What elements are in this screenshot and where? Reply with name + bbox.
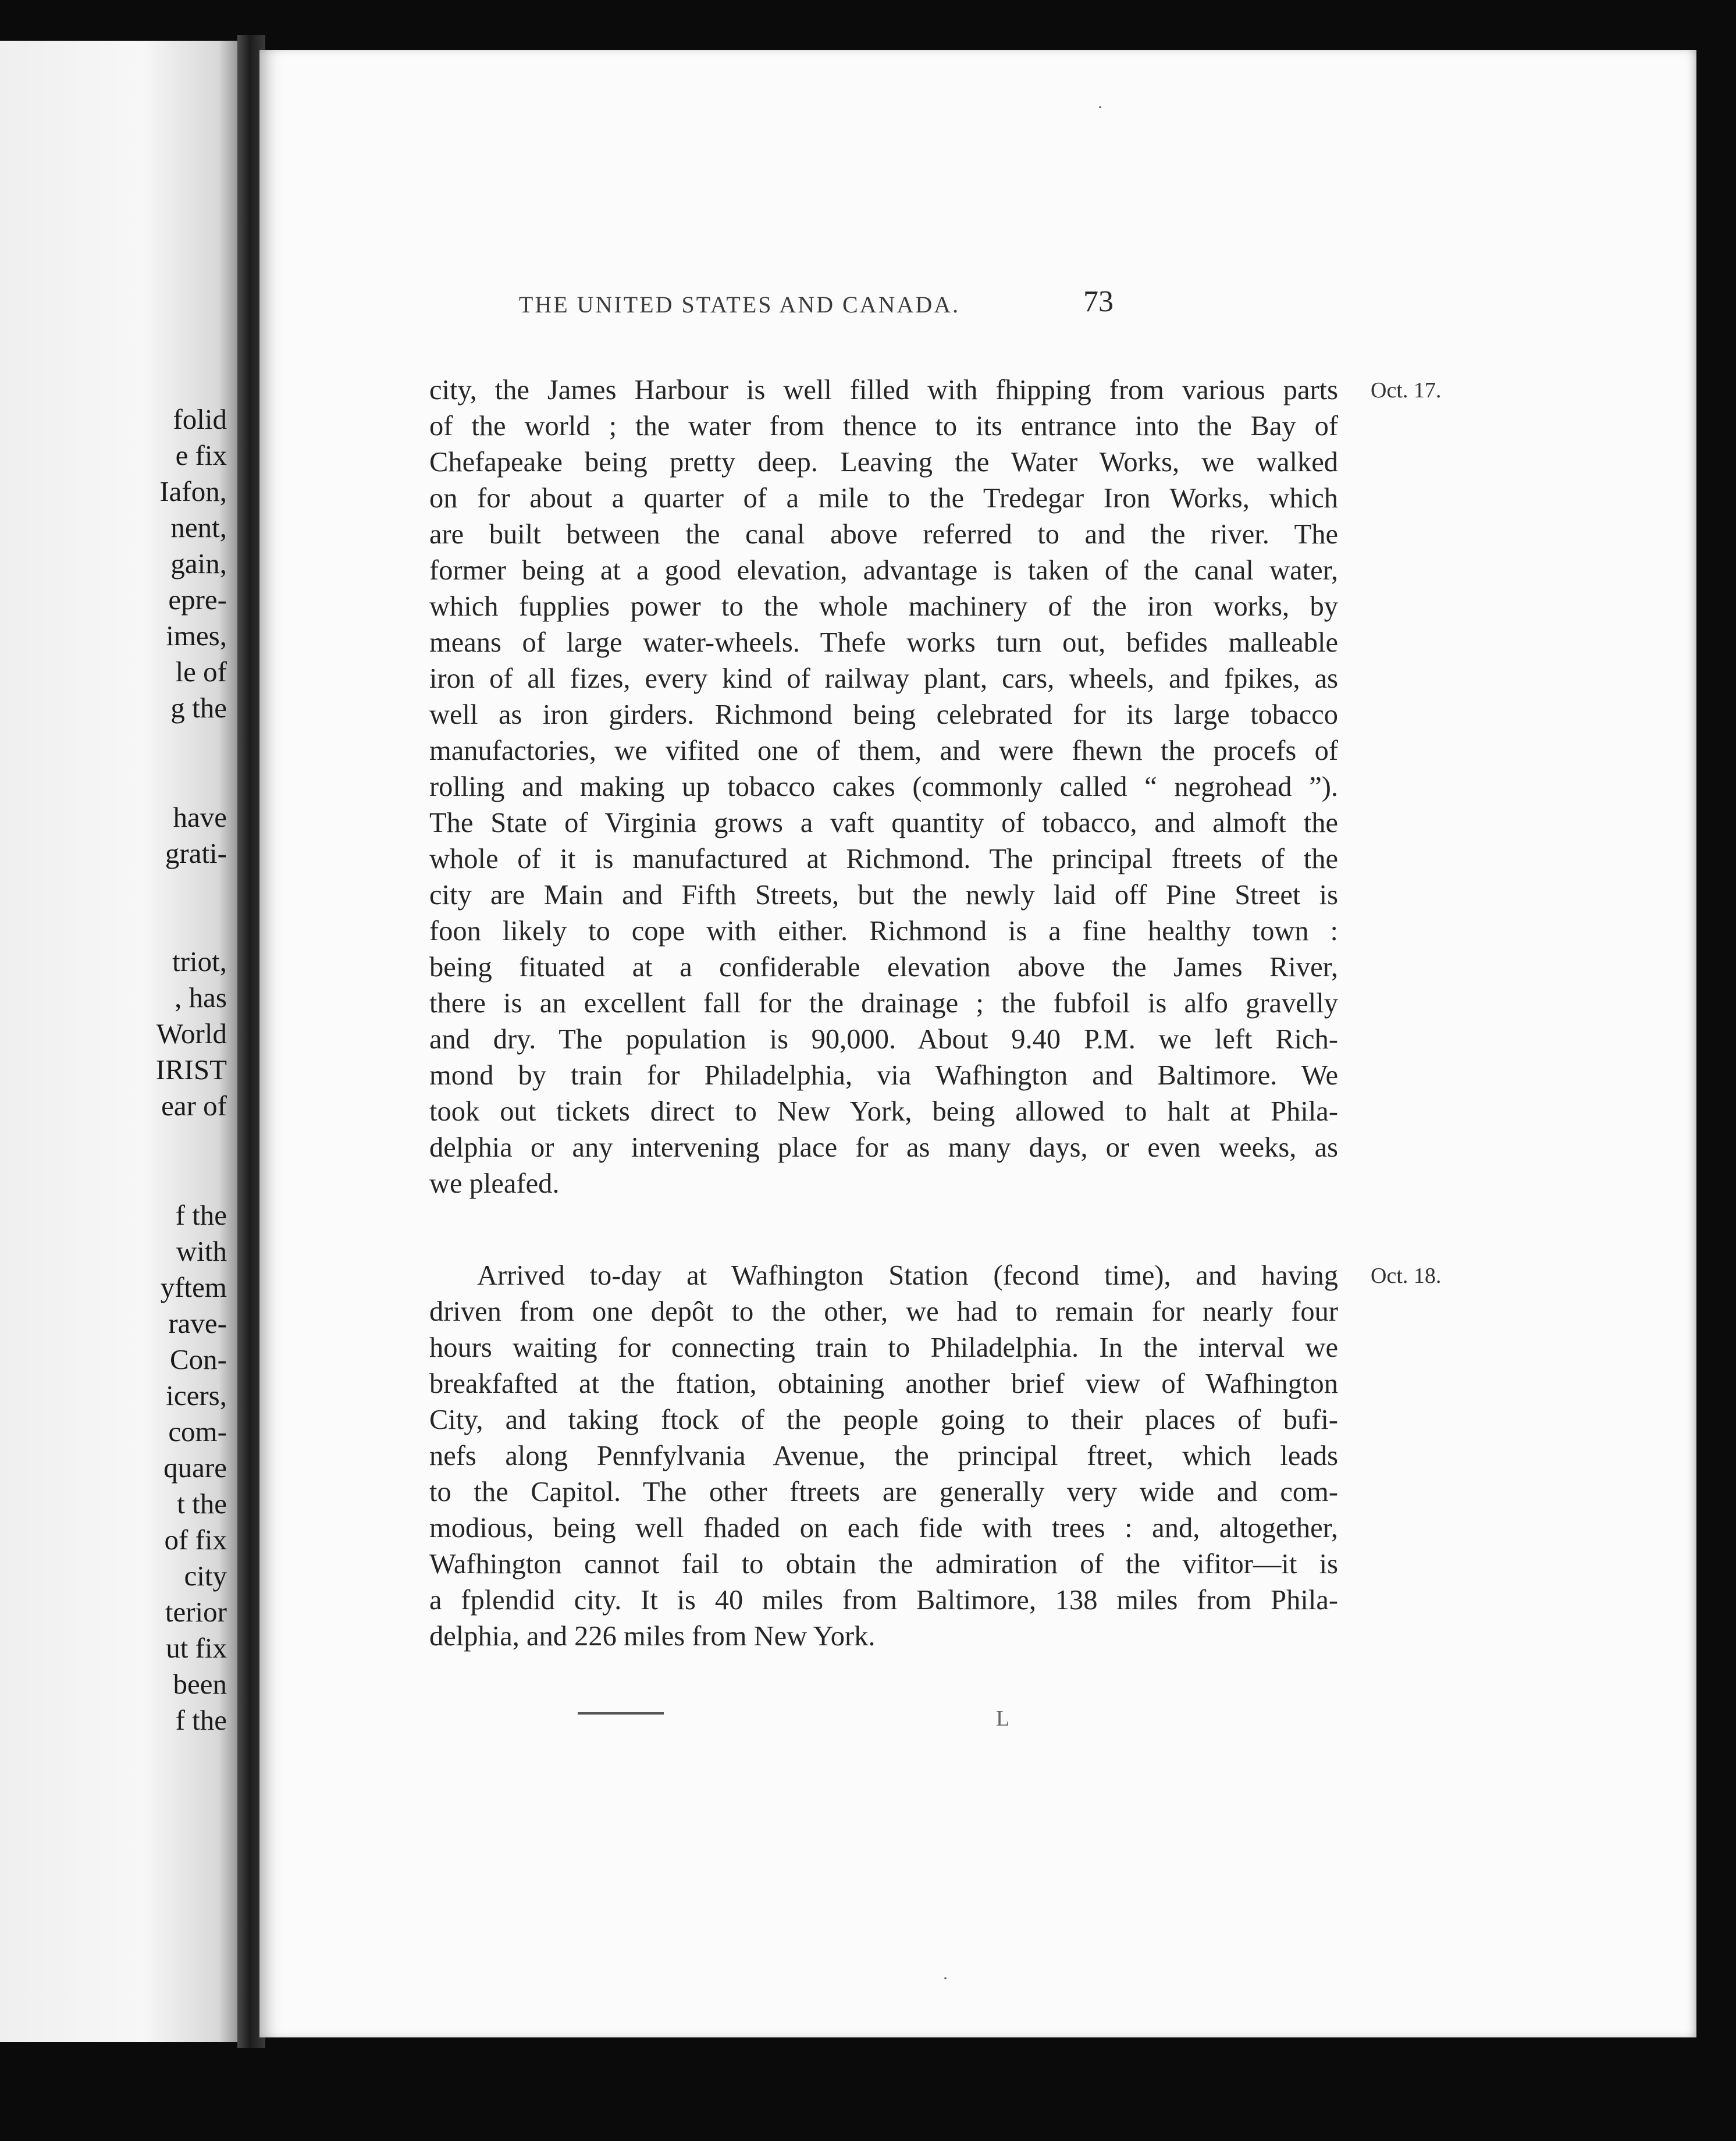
left-page-line: World: [156, 1018, 227, 1050]
text-line: city, the James Harbour is well filled with fhipping from various parts: [429, 375, 1338, 406]
text-line: former being at a good elevation, advantage is taken of the canal water,: [429, 555, 1338, 586]
text-line: delphia or any intervening place for as many days, or even weeks, as: [429, 1132, 1338, 1163]
left-page-line: ut fix: [166, 1632, 227, 1664]
text-line: we pleafed.: [429, 1168, 560, 1199]
left-page-line: Con-: [170, 1343, 227, 1375]
left-page-line: gain,: [170, 547, 227, 579]
left-page: [0, 41, 237, 2042]
text-line: Wafhington cannot fail to obtain the admiration of the vifitor—it is: [429, 1549, 1338, 1580]
left-page-line: of fix: [164, 1524, 227, 1556]
left-page-line: icers,: [166, 1379, 227, 1411]
text-line: which fupplies power to the whole machinery of the iron works, by: [429, 591, 1338, 622]
text-line: mond by train for Philadelphia, via Wafhington and Baltimore. We: [429, 1060, 1338, 1091]
text-line: well as iron girders. Richmond being celebrated for its large tobacco: [429, 699, 1338, 730]
left-page-line: terior: [165, 1596, 227, 1628]
left-page-line: have: [173, 801, 227, 833]
left-page-line: imes,: [166, 620, 227, 652]
text-line: delphia, and 226 miles from New York.: [429, 1621, 876, 1652]
text-line: and dry. The population is 90,000. About 9.40 P.M. we left Rich-: [429, 1024, 1338, 1055]
left-page-line: Iafon,: [159, 475, 227, 507]
left-page-line: f the: [175, 1199, 227, 1231]
left-page-line: IRIST: [155, 1054, 227, 1086]
left-page-line: triot,: [172, 945, 227, 977]
text-line: on for about a quarter of a mile to the Tredegar Iron Works, which: [429, 483, 1338, 514]
text-line: there is an excellent fall for the drainage ; the fubfoil is alfo gravelly: [429, 988, 1338, 1019]
text-line: foon likely to cope with either. Richmond is a fine healthy town :: [429, 916, 1338, 947]
specks: ·: [1097, 98, 1103, 117]
text-line: Chefapeake being pretty deep. Leaving the Water Works, we walked: [429, 447, 1338, 478]
text-line: manufactories, we vifited one of them, and were fhewn the procefs of: [429, 735, 1338, 766]
left-page-line: city: [184, 1560, 227, 1592]
text-line: are built between the canal above referred to and the river. The: [429, 519, 1338, 550]
left-page-line: been: [173, 1668, 227, 1700]
text-line: breakfafted at the ftation, obtaining another brief view of Wafhington: [429, 1368, 1338, 1399]
right-page: [259, 50, 1696, 2037]
date-margin-note: Oct. 18.: [1371, 1264, 1442, 1288]
left-page-line: ear of: [161, 1090, 227, 1122]
left-page-line: f the: [175, 1704, 227, 1736]
text-line: The State of Virginia grows a vaft quantity of tobacco, and almoft the: [429, 808, 1338, 838]
text-line: iron of all fizes, every kind of railway plant, cars, wheels, and fpikes, as: [429, 663, 1338, 694]
section-rule: [578, 1712, 664, 1715]
text-line: hours waiting for connecting train to Philadelphia. In the interval we: [429, 1332, 1338, 1363]
text-line: nefs along Pennfylvania Avenue, the principal ftreet, which leads: [429, 1441, 1338, 1471]
date-margin-note: Oct. 17.: [1371, 378, 1442, 403]
left-page-line: rave-: [168, 1307, 227, 1339]
left-page-line: grati-: [165, 837, 227, 869]
text-line: to the Capitol. The other ftreets are generally very wide and com-: [429, 1477, 1338, 1507]
text-line: City, and taking ftock of the people going to their places of bufi-: [429, 1404, 1338, 1435]
signature-mark: L: [996, 1706, 1010, 1731]
text-line: whole of it is manufactured at Richmond. The principal ftreets of the: [429, 844, 1338, 874]
text-line: means of large water-wheels. Thefe works turn out, befides malleable: [429, 627, 1338, 658]
left-page-line: yftem: [160, 1271, 227, 1303]
left-page-line: with: [176, 1235, 227, 1267]
running-head: THE UNITED STATES AND CANADA.: [518, 291, 961, 318]
left-page-line: e fix: [175, 439, 227, 471]
page-number: 73: [1083, 285, 1114, 318]
text-line: of the world ; the water from thence to its entrance into the Bay of: [429, 411, 1338, 442]
left-page-line: quare: [163, 1452, 227, 1484]
text-line: city are Main and Fifth Streets, but the newly laid off Pine Street is: [429, 880, 1338, 911]
left-page-line: epre-: [168, 584, 227, 616]
specks: ·: [942, 1969, 948, 1988]
text-line: Arrived to-day at Wafhington Station (fecond time), and having: [477, 1260, 1338, 1291]
text-line: driven from one depôt to the other, we had to remain for nearly four: [429, 1296, 1338, 1327]
text-line: being fituated at a confiderable elevation above the James River,: [429, 952, 1338, 983]
left-page-line: nent,: [170, 511, 227, 543]
left-page-line: , has: [175, 981, 227, 1013]
left-page-line: g the: [170, 692, 227, 724]
left-page-line: folid: [173, 403, 227, 435]
left-page-line: le of: [175, 656, 227, 688]
left-page-line: t the: [177, 1488, 227, 1520]
text-line: a fplendid city. It is 40 miles from Baltimore, 138 miles from Phila-: [429, 1585, 1338, 1616]
text-line: modious, being well fhaded on each fide with trees : and, altogether,: [429, 1513, 1338, 1543]
text-line: rolling and making up tobacco cakes (commonly called “ negrohead ”).: [429, 771, 1338, 802]
left-page-line: com-: [168, 1416, 227, 1448]
text-line: took out tickets direct to New York, being allowed to halt at Phila-: [429, 1096, 1338, 1127]
